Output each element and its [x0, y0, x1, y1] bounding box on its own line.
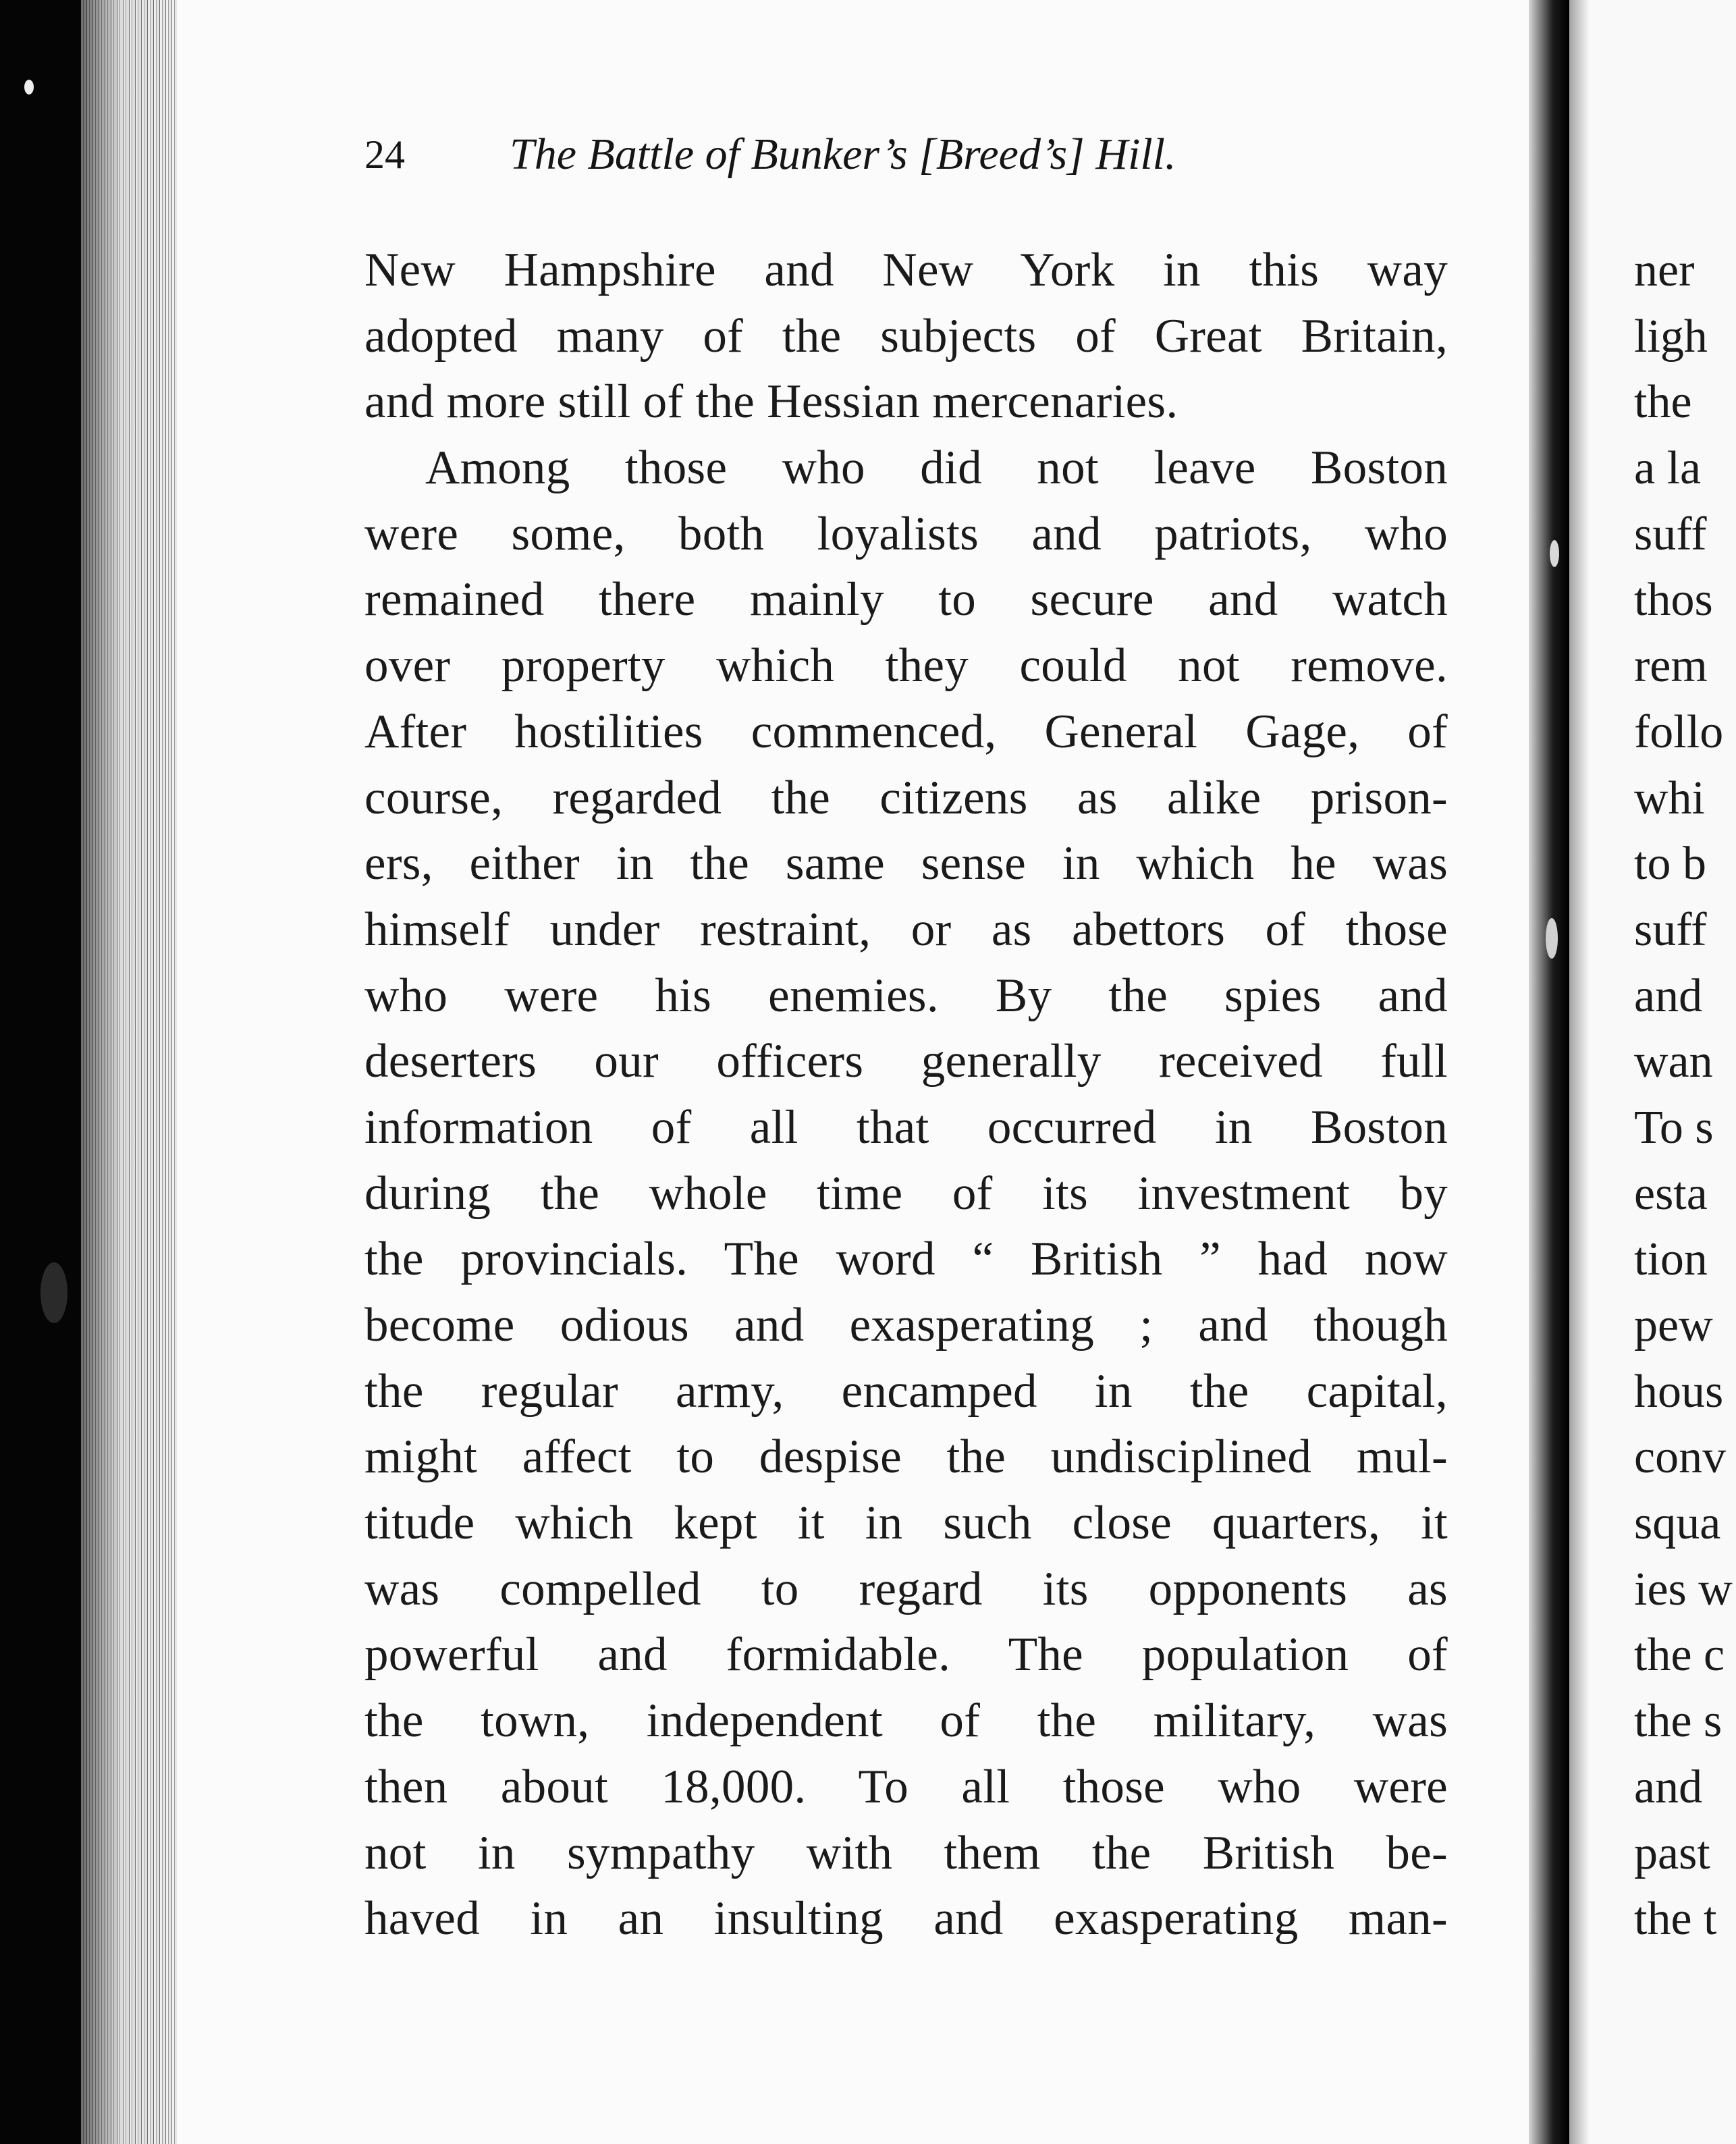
text-fragment: ner — [1634, 244, 1695, 296]
text-fragment: a la — [1634, 442, 1702, 495]
text-line: become odious and exasperating ; and though — [364, 1299, 1448, 1351]
text-line: was compelled to regard its opponents as — [364, 1562, 1448, 1615]
text-fragment: conv — [1634, 1431, 1727, 1484]
scan-speck — [40, 1262, 67, 1323]
text-fragment: the c — [1634, 1629, 1725, 1682]
body-text — [364, 238, 1448, 1952]
text-line: Among those who did not leave Boston — [425, 441, 1448, 495]
text-line: who were his enemies. By the spies and — [364, 969, 1448, 1022]
text-fragment: suff — [1634, 903, 1707, 956]
right-page — [1569, 0, 1736, 2144]
text-line: then about 18,000. To all those who were — [364, 1760, 1448, 1813]
text-fragment: past — [1634, 1827, 1710, 1879]
text-fragment: the t — [1634, 1893, 1717, 1946]
text-line: powerful and formidable. The population of — [364, 1628, 1448, 1682]
text-fragment: the — [1634, 376, 1692, 429]
text-line: New Hampshire and New York in this way — [364, 244, 1448, 296]
book-page-edges — [81, 0, 182, 2144]
text-fragment: suff — [1634, 508, 1707, 560]
text-fragment: tion — [1634, 1233, 1708, 1286]
text-fragment: hous — [1634, 1365, 1724, 1418]
text-line: information of all that occurred in Boston — [364, 1100, 1448, 1154]
text-line: the town, independent of the military, was — [364, 1694, 1448, 1748]
text-fragment: ligh — [1634, 310, 1708, 363]
right-page-text — [1634, 238, 1733, 1952]
text-line: course, regarded the citizens as alike prison- — [364, 771, 1448, 824]
text-fragment: to b — [1634, 838, 1706, 890]
text-fragment: and — [1634, 969, 1703, 1022]
running-head-title: The Battle of Bunker’s [Breed’s] Hill. — [510, 130, 1176, 179]
text-line: deserters our officers generally received full — [364, 1035, 1448, 1088]
text-line: not in sympathy with them the British be- — [364, 1826, 1448, 1879]
text-line: over property which they could not remove. — [364, 639, 1448, 693]
text-line: were some, both loyalists and patriots, who — [364, 507, 1448, 560]
text-line: and more still of the Hessian mercenaries. — [364, 375, 1178, 429]
text-line: haved in an insulting and exasperating man- — [364, 1892, 1448, 1946]
text-fragment: ies w — [1634, 1563, 1733, 1615]
text-line: the regular army, encamped in the capital, — [364, 1364, 1448, 1418]
text-fragment: follo — [1634, 705, 1724, 758]
scan-speck — [1550, 540, 1559, 567]
text-line: the provincials. The word “ British ” had now — [364, 1233, 1448, 1286]
text-fragment: whi — [1634, 772, 1705, 824]
text-line: might affect to despise the undisciplined mul- — [364, 1430, 1448, 1484]
text-fragment: pew — [1634, 1299, 1713, 1351]
text-fragment: esta — [1634, 1167, 1708, 1220]
text-line: ers, either in the same sense in which he was — [364, 837, 1448, 890]
text-line: adopted many of the subjects of Great Britain, — [364, 309, 1448, 363]
text-line: titude which kept it in such close quarters, it — [364, 1497, 1448, 1550]
scan-speck — [1546, 918, 1558, 959]
book-gutter-shadow — [1529, 0, 1569, 2144]
text-fragment: wan — [1634, 1036, 1713, 1088]
text-line: during the whole time of its investment by — [364, 1167, 1448, 1220]
scan-speck — [24, 80, 34, 95]
text-fragment: To s — [1634, 1101, 1714, 1154]
text-fragment: squa — [1634, 1497, 1721, 1550]
text-line: After hostilities commenced, General Gage, of — [364, 705, 1448, 758]
text-fragment: rem — [1634, 640, 1708, 693]
text-fragment: and — [1634, 1761, 1703, 1813]
running-head — [364, 132, 1404, 192]
text-line: himself under restraint, or as abettors of those — [364, 903, 1448, 956]
scan-left-border — [0, 0, 88, 2144]
page-number: 24 — [364, 132, 405, 177]
text-line: remained there mainly to secure and watch — [364, 573, 1448, 626]
text-fragment: the s — [1634, 1695, 1723, 1748]
text-fragment: thos — [1634, 574, 1713, 626]
